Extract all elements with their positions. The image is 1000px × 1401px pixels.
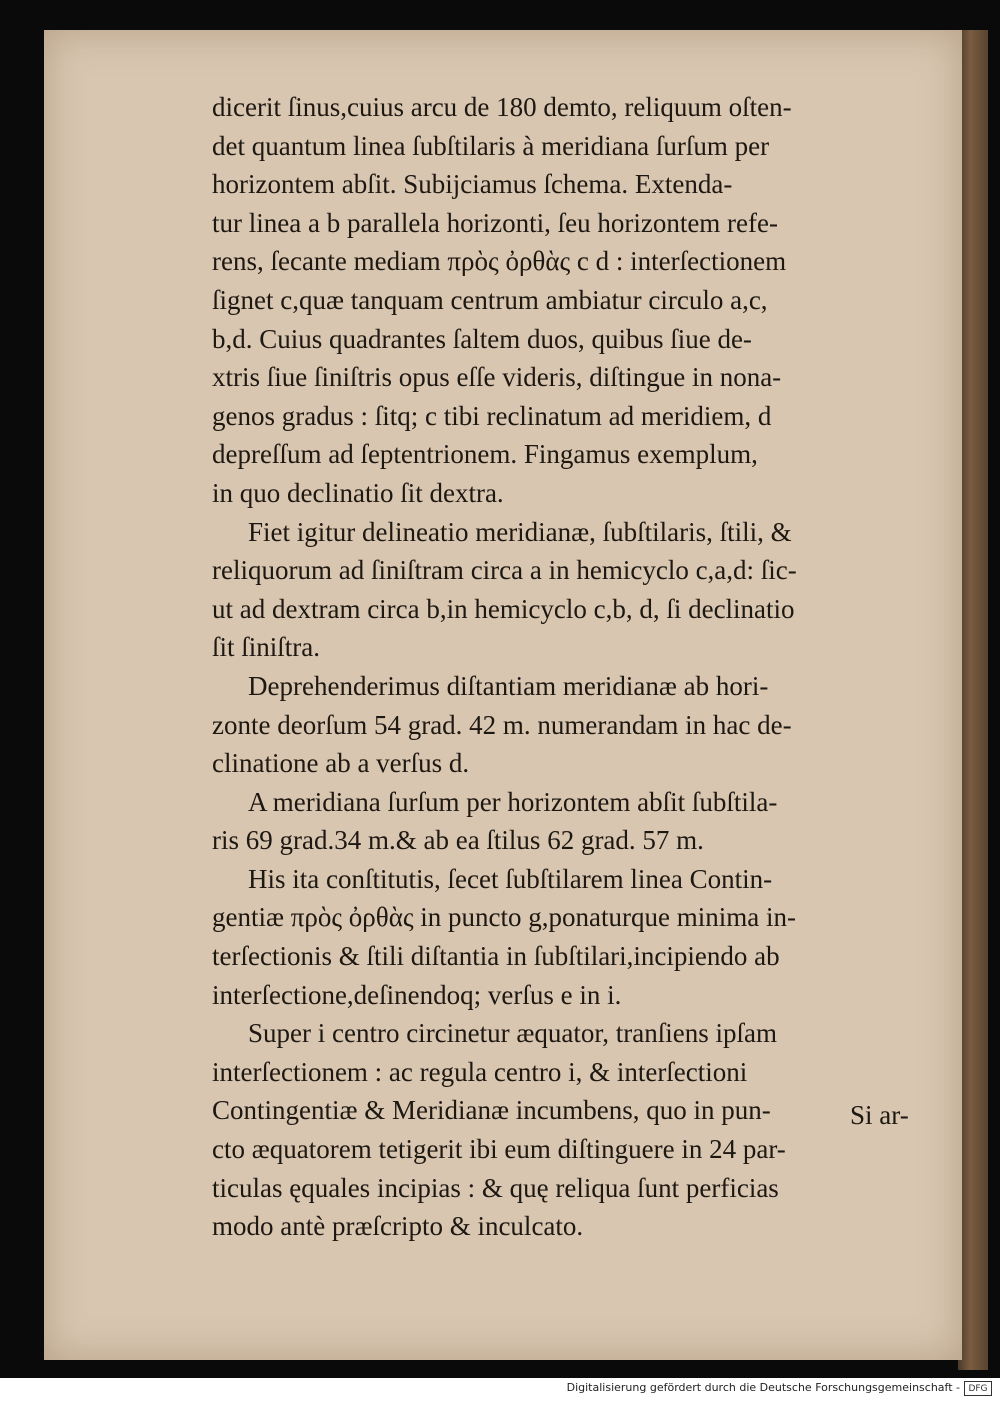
text-line: interſectione,deſinendoq; verſus e in i. [212,979,622,1010]
text-line: depreſſum ad ſeptentrionem. Fingamus exemplum, [212,439,758,470]
text-line: gentiæ πρὸς ὀρθὰς in puncto g,ponaturque minima in- [212,902,796,933]
digitization-footer [0,1378,1000,1401]
text-line: modo antè præſcripto & inculcato. [212,1211,584,1242]
text-line: A meridiana ſurſum per horizontem abſit ſubſtila- [248,786,778,817]
text-line: reliquorum ad ſiniſtram circa a in hemicyclo c,a,d: ſic- [212,555,797,586]
text-line: xtris ſiue ſiniſtris opus eſſe videris, diſtingue in nona- [212,362,782,393]
funding-notice: Digitalisierung gefördert durch die Deutsche Forschungsgemeinschaft - [566,1381,960,1394]
text-line: Deprehenderimus diſtantiam meridianæ ab hori- [248,670,769,701]
text-line: ut ad dextram circa b,in hemicyclo c,b, d, ſi declinatio [212,593,795,624]
text-line: cto æquatorem tetigerit ibi eum diſtinguere in 24 par- [212,1134,786,1165]
text-line: horizontem abſit. Subijciamus ſchema. Extenda- [212,169,733,200]
text-line: zonte deorſum 54 grad. 42 m. numerandam in hac de- [212,709,792,740]
text-line: terſectionis & ſtili diſtantia in ſubſtilari,incipiendo ab [212,941,780,972]
text-line: ris 69 grad.34 m.& ab ea ſtilus 62 grad. 57 m. [212,825,704,856]
text-line: ticulas ęquales incipias : & quę reliqua ſunt perficias [212,1172,779,1203]
text-line: Contingentiæ & Meridianæ incumbens, quo in pun- [212,1095,771,1126]
page-text-block [212,88,892,1246]
text-line: interſectionem : ac regula centro i, & interſectioni [212,1056,748,1087]
text-line: His ita conſtitutis, ſecet ſubſtilarem linea Contin- [248,863,773,894]
text-line: genos gradus : ſitq; c tibi reclinatum ad meridiem, d [212,400,772,431]
text-line: Super i centro circinetur æquator, tranſiens ipſam [248,1018,778,1049]
text-line: ſignet c,quæ tanquam centrum ambiatur circulo a,c, [212,284,768,315]
book-edge [958,30,988,1370]
text-line: det quantum linea ſubſtilaris à meridiana ſurſum per [212,130,770,161]
text-line: clinatione ab a verſus d. [212,748,470,779]
text-line: tur linea a b parallela horizonti, ſeu horizontem refe- [212,207,778,238]
dfg-logo-icon: DFG [964,1381,992,1396]
text-line: dicerit ſinus,cuius arcu de 180 demto, reliquum oſten- [212,92,792,122]
text-line: ſit ſiniſtra. [212,632,320,663]
text-line: Fiet igitur delineatio meridianæ, ſubſtilaris, ſtili, & [248,516,792,547]
catchword: Si ar- [850,1100,909,1130]
text-line: in quo declinatio ſit dextra. [212,477,504,508]
text-line: rens, ſecante mediam πρὸς ὀρθὰς c d : interſectionem [212,246,787,277]
text-line: b,d. Cuius quadrantes ſaltem duos, quibus ſiue de- [212,323,752,354]
